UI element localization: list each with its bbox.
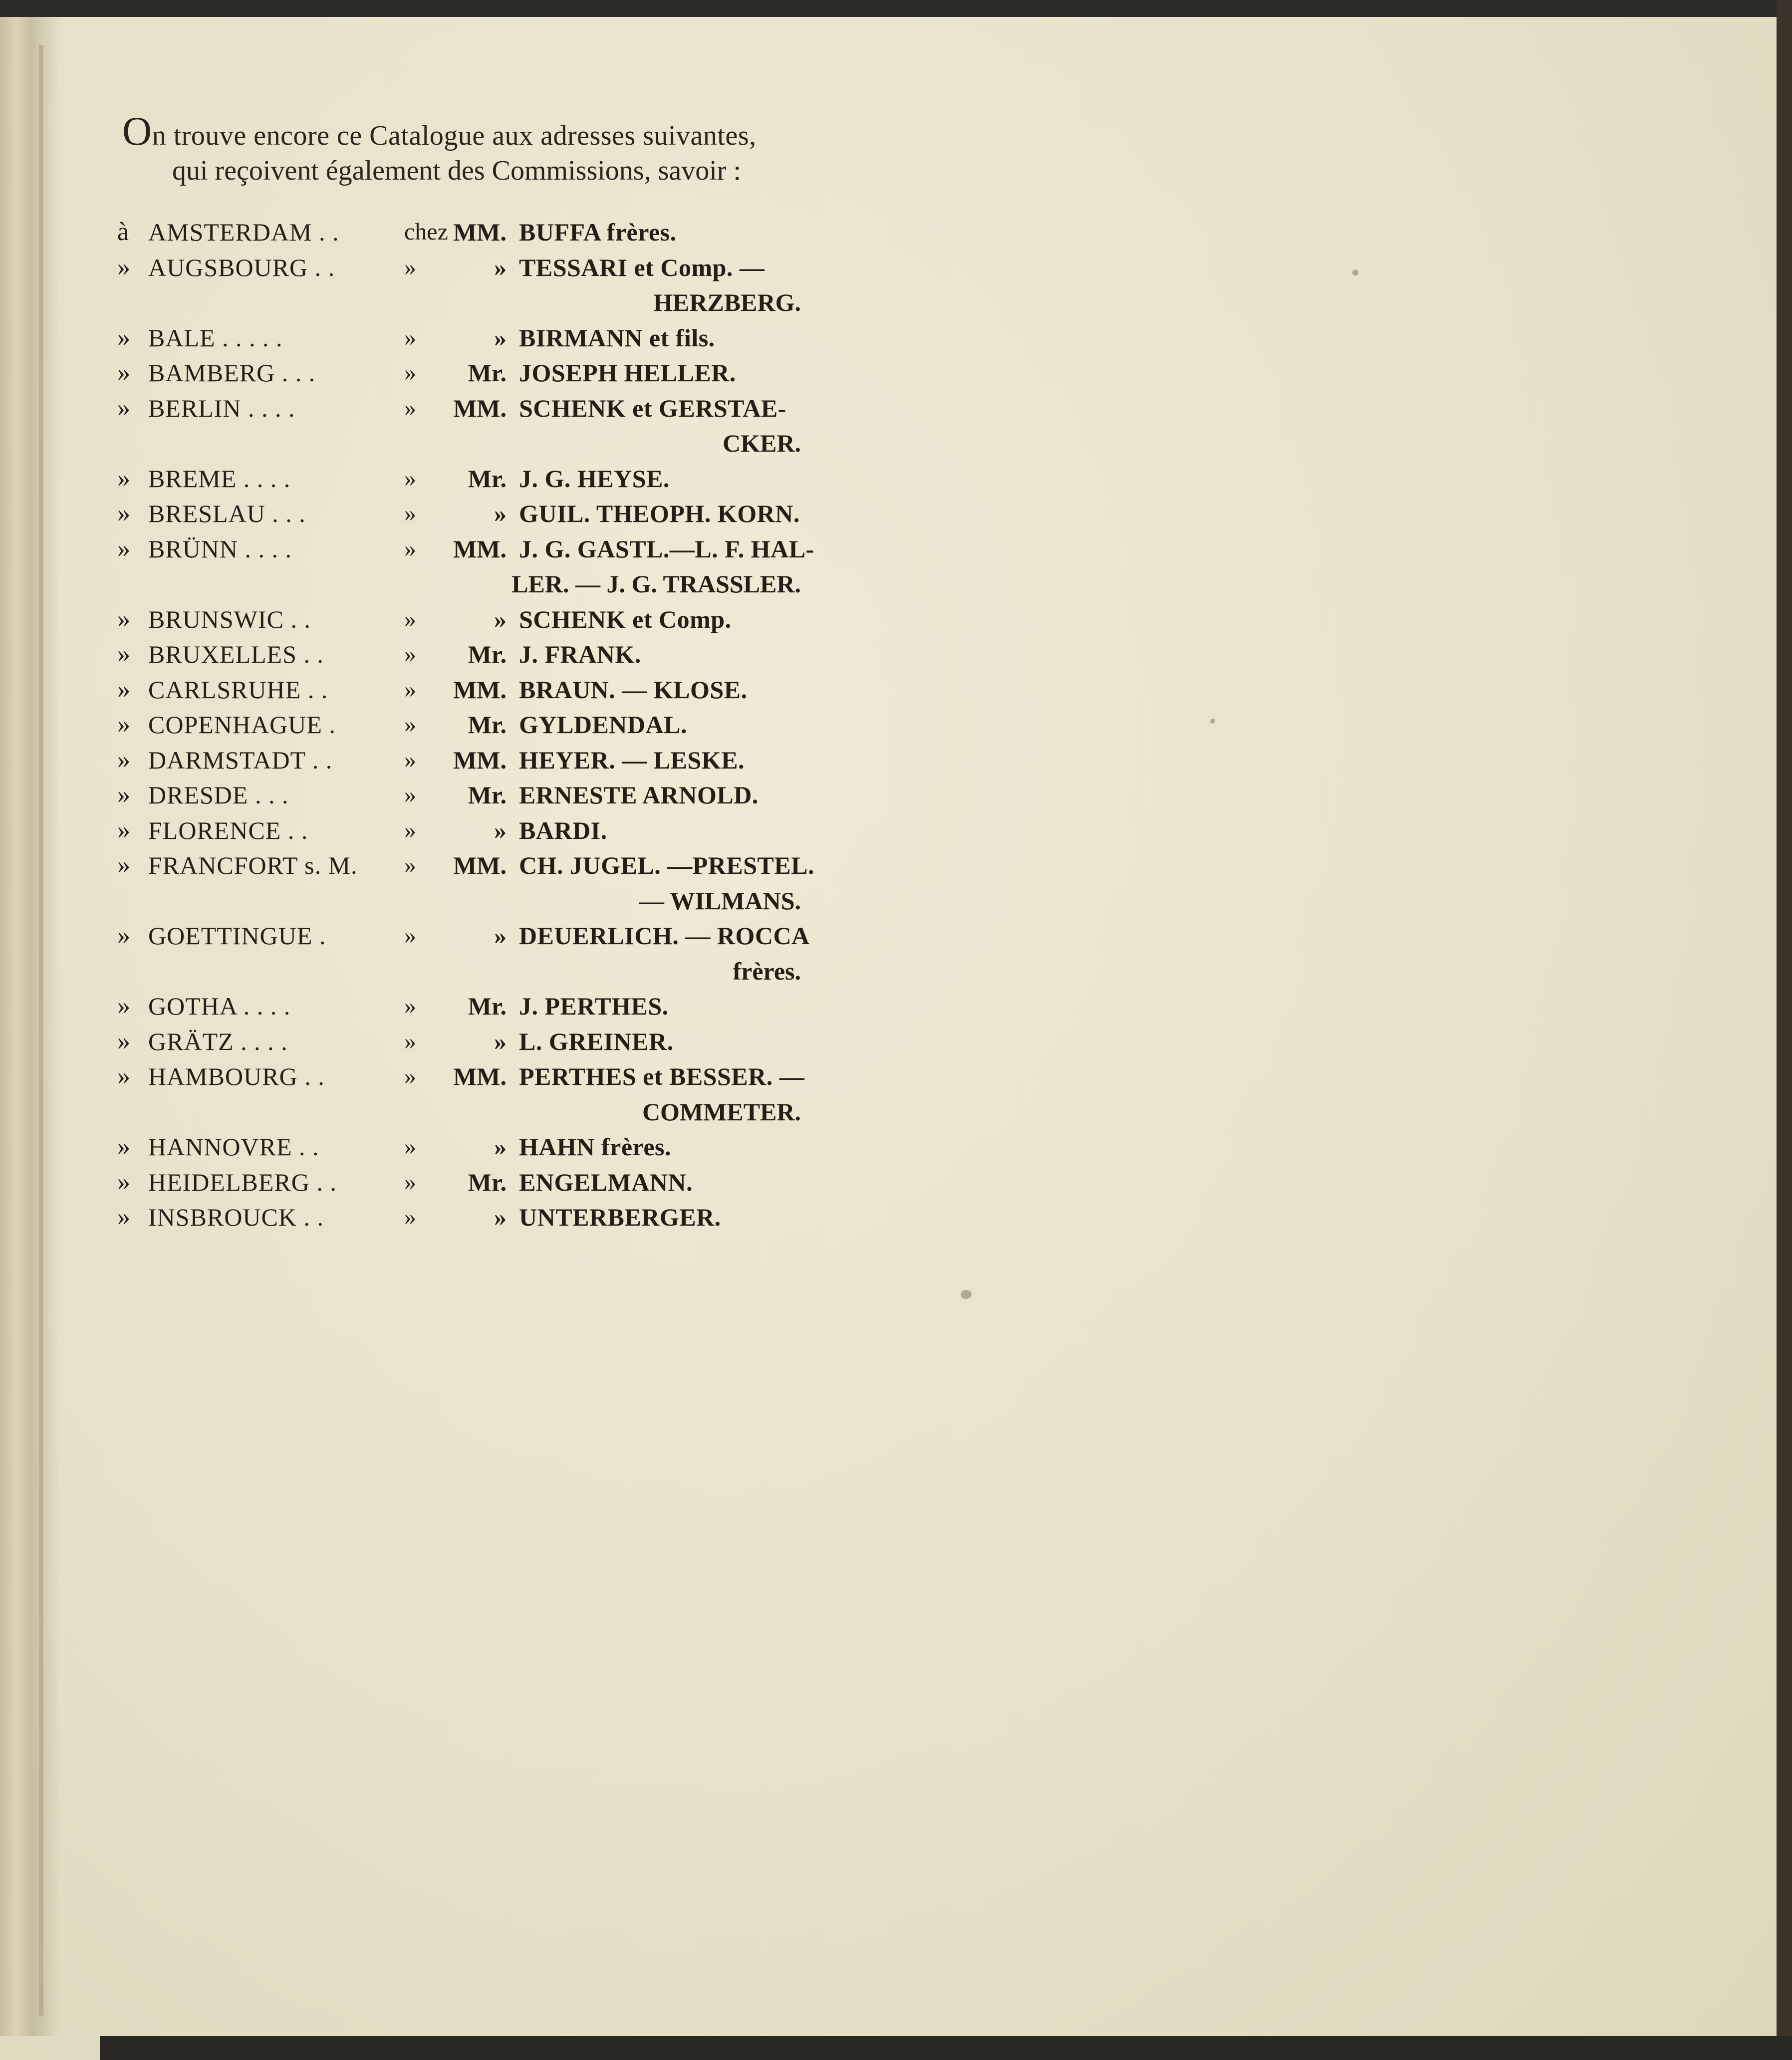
entry-marker: » — [117, 815, 130, 844]
entry-prefix: » — [404, 500, 416, 526]
entry-city: COPENHAGUE . — [148, 711, 336, 739]
entry-prefix: » — [404, 816, 416, 843]
address-row — [117, 813, 826, 848]
entry-marker: » — [117, 992, 130, 1020]
header-line-1-text: n trouve encore ce Catalogue aux adresses suivantes, — [152, 120, 757, 151]
address-list — [117, 215, 826, 1235]
entry-prefix: » — [404, 254, 416, 280]
entry-marker: » — [117, 1132, 130, 1161]
entry-marker: » — [117, 851, 130, 879]
entry-city: HEIDELBERG . . — [148, 1168, 337, 1196]
address-row — [117, 707, 826, 743]
entry-address: SCHENK et GERSTAE- — [519, 394, 786, 422]
entry-address-continuation: HERZBERG. — [653, 288, 801, 316]
entry-prefix: » — [404, 535, 416, 562]
address-entry — [117, 355, 826, 391]
entry-title: Mr. — [468, 640, 507, 668]
address-entry — [117, 707, 826, 743]
entry-prefix: » — [404, 641, 416, 667]
entry-address: HAHN frères. — [519, 1133, 671, 1161]
entry-address: CH. JUGEL. —PRESTEL. — [519, 851, 815, 879]
entry-address: ERNESTE ARNOLD. — [519, 781, 759, 809]
entry-city: HAMBOURG . . — [148, 1062, 325, 1090]
entry-prefix: » — [404, 711, 416, 738]
entry-city: AMSTERDAM . . — [148, 218, 339, 246]
entry-prefix: » — [404, 465, 416, 492]
entry-city: BAMBERG . . . — [148, 359, 316, 387]
entry-prefix: » — [404, 1204, 416, 1230]
entry-address-continuation: frères. — [733, 957, 801, 985]
entry-city: BRUXELLES . . — [148, 640, 324, 668]
address-row — [117, 1059, 826, 1094]
entry-marker: » — [117, 604, 130, 633]
paper-speck — [1210, 719, 1215, 724]
entry-marker: » — [117, 1167, 130, 1196]
address-entry — [117, 918, 826, 989]
entry-city: BRÜNN . . . . — [148, 534, 292, 563]
entry-city: FRANCFORT s. M. — [148, 851, 358, 879]
entry-prefix: chez — [404, 219, 448, 245]
entry-title: MM. — [453, 675, 507, 704]
address-entry — [117, 637, 826, 672]
entry-title: Mr. — [468, 992, 507, 1020]
entry-marker: » — [117, 253, 130, 281]
address-entry — [117, 989, 826, 1024]
address-row — [117, 320, 826, 356]
address-entry — [117, 320, 826, 356]
address-entry — [117, 813, 826, 848]
entry-address-continuation: LER. — J. G. TRASSLER. — [512, 570, 801, 598]
address-entry — [117, 496, 826, 531]
entry-marker: » — [117, 710, 130, 739]
address-row — [117, 743, 826, 778]
address-row — [117, 355, 826, 391]
entry-title: Mr. — [468, 781, 507, 809]
entry-title: Mr. — [468, 359, 507, 387]
entry-title: MM. — [453, 218, 507, 246]
entry-marker: » — [117, 1062, 130, 1090]
entry-marker: » — [117, 640, 130, 668]
address-continuation-row — [117, 954, 826, 989]
entry-city: GOETTINGUE . — [148, 922, 326, 950]
header-line-1 — [122, 108, 821, 154]
address-row — [117, 637, 826, 672]
address-entry — [117, 743, 826, 778]
address-row — [117, 496, 826, 531]
header-initial: O — [122, 108, 152, 154]
entry-address: BRAUN. — KLOSE. — [519, 675, 748, 704]
address-continuation-row — [117, 1094, 826, 1130]
address-row — [117, 989, 826, 1024]
entry-address-continuation: — WILMANS. — [639, 886, 801, 915]
entry-marker: » — [117, 921, 130, 950]
entry-marker: » — [117, 323, 130, 352]
address-entry — [117, 461, 826, 497]
scan-right-edge — [1777, 0, 1792, 2060]
entry-title: » — [494, 500, 507, 527]
entry-title: MM. — [453, 394, 507, 422]
entry-city: BRESLAU . . . — [148, 500, 306, 527]
address-row — [117, 1129, 826, 1165]
entry-prefix: » — [404, 1133, 416, 1160]
address-continuation-row — [117, 883, 826, 919]
entry-marker: » — [117, 499, 130, 527]
entry-address: BIRMANN et fils. — [519, 323, 715, 352]
entry-prefix: » — [404, 1063, 416, 1089]
entry-address: L. GREINER. — [519, 1027, 674, 1055]
entry-prefix: » — [404, 394, 416, 421]
address-entry — [117, 602, 826, 637]
entry-prefix: » — [404, 993, 416, 1019]
address-row — [117, 1165, 826, 1200]
entry-marker: » — [117, 393, 130, 422]
entry-city: BREME . . . . — [148, 464, 291, 493]
entry-title: » — [494, 1203, 507, 1231]
address-entry — [117, 1024, 826, 1059]
entry-marker: » — [117, 534, 130, 563]
entry-city: AUGSBOURG . . — [148, 253, 335, 281]
entry-marker: » — [117, 675, 130, 704]
entry-address: GYLDENDAL. — [519, 711, 687, 739]
address-continuation-row — [117, 566, 826, 602]
address-entry — [117, 1165, 826, 1200]
address-entry — [117, 1059, 826, 1129]
entry-title: » — [494, 1027, 507, 1055]
address-entry — [117, 391, 826, 461]
entry-marker: » — [117, 1027, 130, 1055]
entry-address-continuation: COMMETER. — [642, 1097, 801, 1126]
entry-address-continuation: CKER. — [723, 429, 801, 457]
entry-prefix: » — [404, 605, 416, 632]
header-line-2: qui reçoivent également des Commissions, savoir : — [172, 155, 742, 186]
entry-prefix: » — [404, 852, 416, 878]
entry-address: ENGELMANN. — [519, 1168, 693, 1196]
entry-title: MM. — [453, 851, 507, 879]
address-entry — [117, 777, 826, 813]
paper-speck — [1352, 269, 1358, 275]
entry-city: HANNOVRE . . — [148, 1133, 319, 1161]
address-row — [117, 391, 826, 426]
entry-city: BRUNSWIC . . — [148, 605, 311, 633]
entry-address: SCHENK et Comp. — [519, 605, 732, 633]
entry-title: Mr. — [468, 464, 507, 493]
entry-prefix: » — [404, 746, 416, 773]
entry-title: » — [494, 253, 507, 281]
spine-shadow — [31, 17, 61, 2036]
entry-address: GUIL. THEOPH. KORN. — [519, 500, 800, 527]
entry-address: J. FRANK. — [519, 640, 641, 668]
address-entry — [117, 215, 826, 250]
entry-title: Mr. — [468, 711, 507, 739]
entry-title: » — [494, 816, 507, 844]
entry-address: TESSARI et Comp. — — [519, 253, 765, 281]
entry-title: » — [494, 922, 507, 950]
address-row — [117, 848, 826, 883]
address-row — [117, 1200, 826, 1235]
address-row — [117, 215, 826, 250]
entry-city: BALE . . . . . — [148, 323, 283, 352]
entry-marker: » — [117, 1203, 130, 1231]
entry-address: J. G. GASTL.—L. F. HAL- — [519, 534, 814, 563]
address-row — [117, 531, 826, 567]
address-row — [117, 461, 826, 497]
scan-bottom-edge — [100, 2036, 1792, 2060]
entry-city: FLORENCE . . — [148, 816, 308, 844]
entry-city: DARMSTADT . . — [148, 746, 333, 774]
entry-prefix: » — [404, 676, 416, 703]
address-continuation-row — [117, 285, 826, 320]
address-continuation-row — [117, 426, 826, 461]
entry-prefix: » — [404, 359, 416, 386]
entry-city: DRESDE . . . — [148, 781, 289, 809]
address-row — [117, 1024, 826, 1059]
entry-title: » — [494, 323, 507, 352]
entry-prefix: » — [404, 922, 416, 949]
entry-marker: à — [117, 218, 129, 246]
address-entry — [117, 1200, 826, 1235]
scan-top-edge — [0, 0, 1792, 17]
address-entry — [117, 531, 826, 602]
entry-marker: » — [117, 358, 130, 387]
book-spine — [0, 17, 31, 2036]
spine-crease — [39, 45, 43, 2016]
entry-address: DEUERLICH. — ROCCA — [519, 922, 810, 950]
entry-title: MM. — [453, 1062, 507, 1090]
address-entry — [117, 672, 826, 708]
entry-prefix: » — [404, 1168, 416, 1195]
entry-city: BERLIN . . . . — [148, 394, 295, 422]
entry-address: HEYER. — LESKE. — [519, 746, 745, 774]
entry-address: BARDI. — [519, 816, 607, 844]
address-row — [117, 250, 826, 285]
address-row — [117, 777, 826, 813]
catalogue-header — [122, 108, 821, 188]
entry-city: GRÄTZ . . . . — [148, 1027, 288, 1055]
entry-prefix: » — [404, 1028, 416, 1054]
address-entry — [117, 1129, 826, 1165]
entry-city: INSBROUCK . . — [148, 1203, 324, 1231]
address-entry — [117, 250, 826, 320]
entry-city: GOTHA . . . . — [148, 992, 291, 1020]
entry-title: MM. — [453, 534, 507, 563]
entry-address: UNTERBERGER. — [519, 1203, 721, 1231]
entry-address: J. G. HEYSE. — [519, 464, 670, 493]
entry-marker: » — [117, 745, 130, 774]
entry-city: CARLSRUHE . . — [148, 675, 328, 704]
entry-address: PERTHES et BESSER. — — [519, 1062, 805, 1090]
entry-prefix: » — [404, 324, 416, 351]
entry-address: JOSEPH HELLER. — [519, 359, 736, 387]
entry-title: » — [494, 1133, 507, 1161]
entry-title: » — [494, 605, 507, 633]
entry-title: MM. — [453, 746, 507, 774]
address-row — [117, 602, 826, 637]
entry-address: J. PERTHES. — [519, 992, 669, 1020]
address-row — [117, 672, 826, 708]
entry-prefix: » — [404, 781, 416, 808]
entry-marker: » — [117, 780, 130, 809]
entry-title: Mr. — [468, 1168, 507, 1196]
address-entry — [117, 848, 826, 918]
entry-marker: » — [117, 464, 130, 493]
paper-speck — [961, 1290, 972, 1299]
entry-address: BUFFA frères. — [519, 218, 677, 246]
address-row — [117, 918, 826, 954]
